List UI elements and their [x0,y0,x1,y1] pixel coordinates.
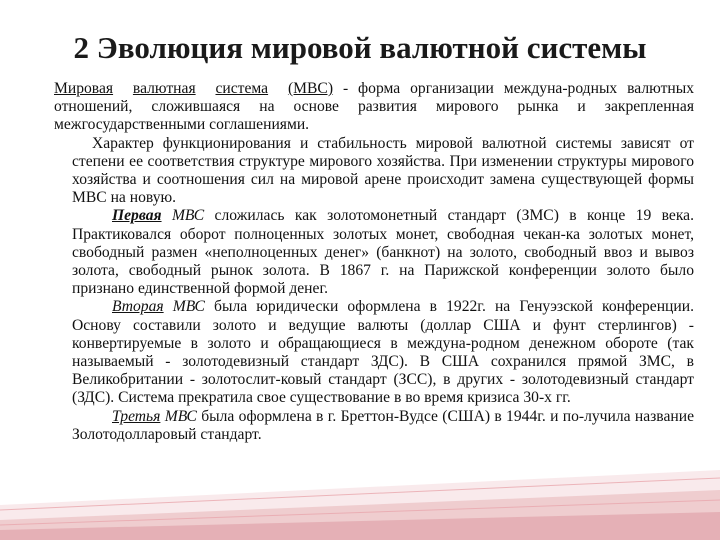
slide-body [54,80,694,444]
paragraph-first-mvs [72,207,694,298]
term-word: (МВС) [287,80,334,97]
paragraph-text: была юридически оформлена в 1922г. на Генуэзской конференции. Основу составили золото и ведущие валюты (доллар США и фунт стерлингов) - конвертируемые в золото и обращающиеся в междуна-родном денежном обороте (так называемый - золотодевизный стандарт ЗДС). В США сохранился прямой ЗМС, в Великобритании - золотослит-ковый стандарт (ЗСС), в других - золотодевизный стандарт (ЗДС). Система прекратила свое существование в во время кризиса 30-х гг. [72,298,694,407]
first-lead: Первая [112,207,162,225]
paragraph-definition [54,80,694,135]
mvs-label: МВС [163,298,205,316]
paragraph-character [72,135,694,208]
paragraph-text: Характер функционирования и стабильность мировой валютной системы зависят от степени ее соответствия структуре мирового хозяйства. При изменении структуры мирового хозяйства и соотношения сил на мировой арене происходит замена существующей формы МВС на новую. [72,134,694,207]
second-lead: Вторая [112,298,164,316]
paragraph-third-mvs [72,408,694,444]
paragraph-text: была оформлена в г. Бреттон-Вудсе (США) в 1944г. и по-лучила название Золотодолларовый стандарт. [72,407,694,443]
definition-text: - форма организации междуна-родных валютных отношений, сложившаяся на основе развития мирового рынка и закрепленная межгосударственными соглашениями. [54,80,695,134]
decorative-bottom-stripes [0,450,720,540]
paragraph-second-mvs [72,298,694,407]
term-word: валютная [132,80,196,97]
term-word: Мировая [54,80,114,97]
third-lead: Третья [112,407,161,425]
paragraph-text: сложилась как золотомонетный стандарт (ЗМС) в конце 19 века. Практиковался оборот полноценных золотых монет, свободная чекан-ка золотых монет, свободный размен «неполноценных денег» (банкнот) на золото, свободный ввоз и вывоз золота, свободный рынок золота. В 1867 г. на Парижской конференции золото было признано единственной формой денег. [72,207,694,298]
slide-title: 2 Эволюция мировой валютной системы [73,30,647,65]
mvs-label: МВС [160,407,197,425]
mvs-label: МВС [161,207,205,225]
term-word: система [215,80,269,97]
